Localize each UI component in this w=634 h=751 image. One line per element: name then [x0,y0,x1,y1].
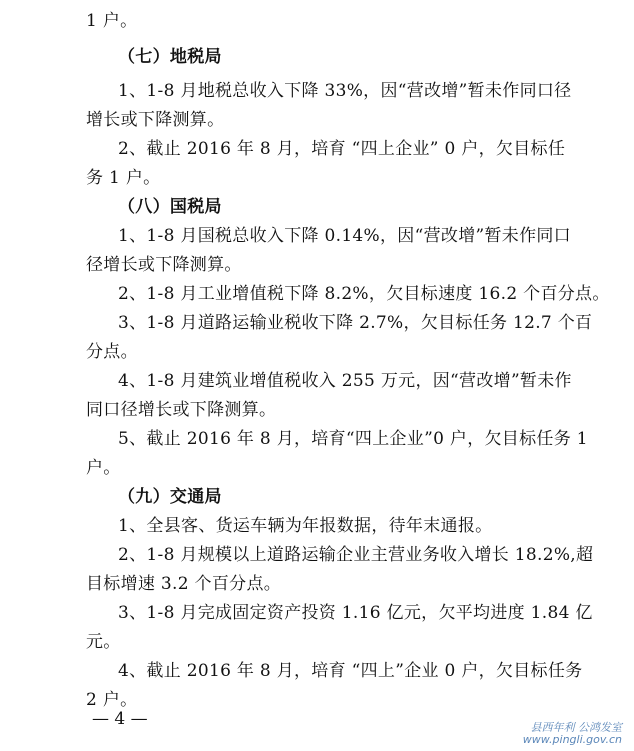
section-heading: （九）交通局 [118,487,222,507]
text-line: 径增长或下降测算。 [86,255,242,275]
text-line: 元。 [86,632,121,652]
text-line: 1、1-8 月国税总收入下降 0.14%，因“营改增”暂未作同口 [118,226,571,246]
text-line: 4、1-8 月建筑业增值税收入 255 万元，因“营改增”暂未作 [118,371,572,391]
text-line: 1、1-8 月地税总收入下降 33%，因“营改增”暂未作同口径 [118,81,572,101]
text-line: 3、1-8 月道路运输业税收下降 2.7%，欠目标任务 12.7 个百 [118,313,593,333]
watermark [523,722,622,746]
text-line: 1、全县客、货运车辆为年报数据，待年末通报。 [118,516,493,536]
section-heading: （七）地税局 [118,47,222,67]
text-line: 2 户。 [86,690,138,710]
page-number: — 4 — [92,709,148,729]
text-line: 户。 [86,458,121,478]
text-line: 2、1-8 月工业增值税下降 8.2%，欠目标速度 16.2 个百分点。 [118,284,610,304]
text-line: 务 1 户。 [86,168,161,188]
text-line: 4、截止 2016 年 8 月，培育 “四上”企业 0 户，欠目标任务 [118,661,583,681]
text-line: 分点。 [86,342,138,362]
watermark-line1: 县西年利 公鸿发室 [530,721,622,734]
text-line: 同口径增长或下降测算。 [86,400,277,420]
text-line: 增长或下降测算。 [86,110,225,130]
text-line: 3、1-8 月完成固定资产投资 1.16 亿元，欠平均进度 1.84 亿 [118,603,593,623]
text-line: 1 户。 [86,11,138,31]
text-line: 5、截止 2016 年 8 月，培育“四上企业”0 户，欠目标任务 1 [118,429,588,449]
watermark-line2: www.pingli.gov.cn [522,733,622,746]
text-line: 2、截止 2016 年 8 月，培育 “四上企业” 0 户，欠目标任 [118,139,566,159]
text-line: 目标增速 3.2 个百分点。 [86,574,282,594]
text-line: 2、1-8 月规模以上道路运输企业主营业务收入增长 18.2%,超 [118,545,594,565]
section-heading: （八）国税局 [118,197,222,217]
